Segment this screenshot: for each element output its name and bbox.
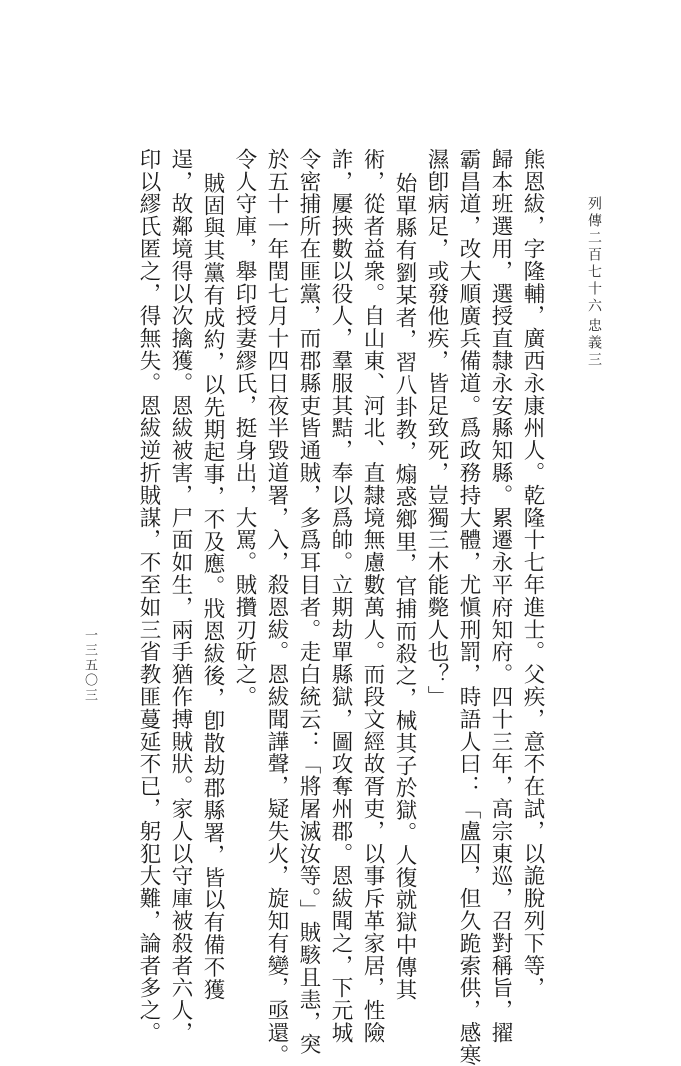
text-column-1: 熊恩紱，字隆輔，廣西永康州人。乾隆十七年進士。父疾，意不在試，以詭脫列下等， (520, 148, 545, 1000)
running-header-section: 列傳二百七十六 (586, 196, 602, 315)
text-column-7: 詐，屢挾數以役人，羣服其黠，奉以爲帥。立期劫單縣獄，圖攻奪州郡。恩紱聞之，下元城 (328, 148, 353, 1044)
text-column-4: 濕卽病足，或發他疾，皆足致死，豈獨三木能斃人也？」 (424, 148, 449, 708)
text-column-8: 令密捕所在匪黨，而郡縣吏皆通賊，多爲耳目者。走白統云：「將屠滅汝等。」賊駭且恚，突 (296, 148, 321, 1056)
text-column-2: 歸本班選用，選授直隸永安縣知縣。累遷永平府知府。四十三年，高宗東巡，召對稱旨，擢 (488, 148, 513, 1044)
text-column-13: 印以繆氏匿之，得無失。恩紱逆折賊謀，不至如三省教匪蔓延不已，躬犯大難，論者多之。 (136, 148, 161, 1044)
page-number: 一三五〇三 (82, 628, 97, 703)
text-column-12: 逞，故鄰境得以次擒獲。恩紱被害，尸面如生，兩手猶作搏賊狀。家人以守庫被殺者六人， (168, 148, 193, 1044)
text-column-3: 霸昌道，改大順廣兵備道。爲政務持大體，尤愼刑罰，時語人曰：「盧囚，但久跪索供，感寒 (456, 148, 481, 1066)
text-column-11: 賊固與其黨有成約，以先期起事，不及應。戕恩紱後，卽散劫郡縣署，皆以有備不獲 (200, 172, 225, 1001)
text-column-6: 術，從者益衆。自山東、河北、直隸境無慮數萬人。而段文經故胥吏，以事斥革家居，性險 (360, 148, 385, 1044)
running-header-chapter: 忠義三 (586, 318, 602, 369)
text-column-9: 於五十一年閏七月十四日夜半毀道署，入，殺恩紱。恩紱聞譁聲，疑失火，旋知有變，亟還。 (264, 148, 289, 1066)
text-column-5: 始單縣有劉某者，習八卦教，煽惑鄉里，官捕而殺之，械其子於獄。人復就獄中傳其 (392, 172, 417, 1001)
text-column-10: 令人守庫，舉印授妻繆氏，挺身出，大罵。賊攢刃斫之。 (232, 148, 257, 708)
